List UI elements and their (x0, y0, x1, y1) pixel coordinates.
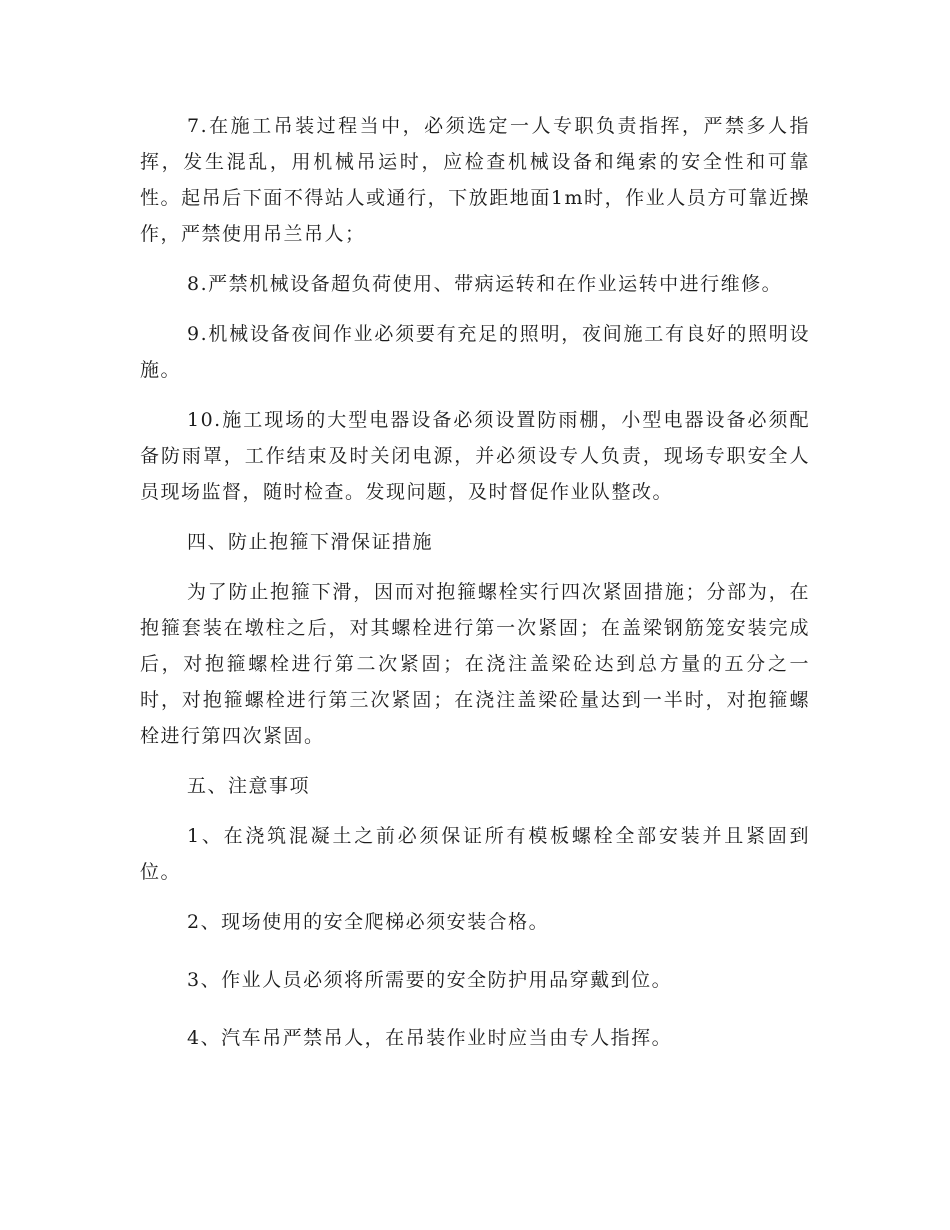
paragraph-item-8: 8.严禁机械设备超负荷使用、带病运转和在作业运转中进行维修。 (187, 273, 783, 295)
paragraph-item-10: 10.施工现场的大型电器设备必须设置防雨棚，小型电器设备必须配备防雨罩，工作结束及时关闭电源，并必须设专人负责，现场专职安全人员现场监督，随时检查。发现问题，及时督促作业队整改。 (140, 409, 810, 503)
section-heading-5: 五、注意事项 (187, 775, 311, 797)
paragraph-item-7: 7.在施工吊装过程当中，必须选定一人专职负责指挥，严禁多人指挥，发生混乱，用机械吊运时，应检查机械设备和绳索的安全性和可靠性。起吊后下面不得站人或通行，下放距地面1m时，作业人员方可靠近操作，严禁使用吊兰吊人； (140, 115, 810, 245)
note-item-3: 3、作业人员必须将所需要的安全防护用品穿戴到位。 (187, 969, 673, 991)
paragraph-anti-slip-measures: 为了防止抱箍下滑，因而对抱箍螺栓实行四次紧固措施；分部为，在抱箍套装在墩柱之后，对其螺栓进行第一次紧固；在盖梁钢筋笼安装完成后，对抱箍螺栓进行第二次紧固；在浇注盖梁砼达到总方量的五分之一时，对抱箍螺栓进行第三次紧固；在浇注盖梁砼量达到一半时，对抱箍螺栓进行第四次紧固。 (140, 581, 810, 747)
document-body (140, 108, 810, 1070)
note-item-2: 2、现场使用的安全爬梯必须安装合格。 (187, 911, 550, 933)
paragraph-item-9: 9.机械设备夜间作业必须要有充足的照明，夜间施工有良好的照明设施。 (140, 323, 810, 381)
note-item-4: 4、汽车吊严禁吊人，在吊装作业时应当由专人指挥。 (187, 1027, 673, 1049)
section-heading-4: 四、防止抱箍下滑保证措施 (187, 531, 434, 553)
note-item-1: 1、在浇筑混凝土之前必须保证所有模板螺栓全部安装并且紧固到位。 (140, 825, 810, 883)
